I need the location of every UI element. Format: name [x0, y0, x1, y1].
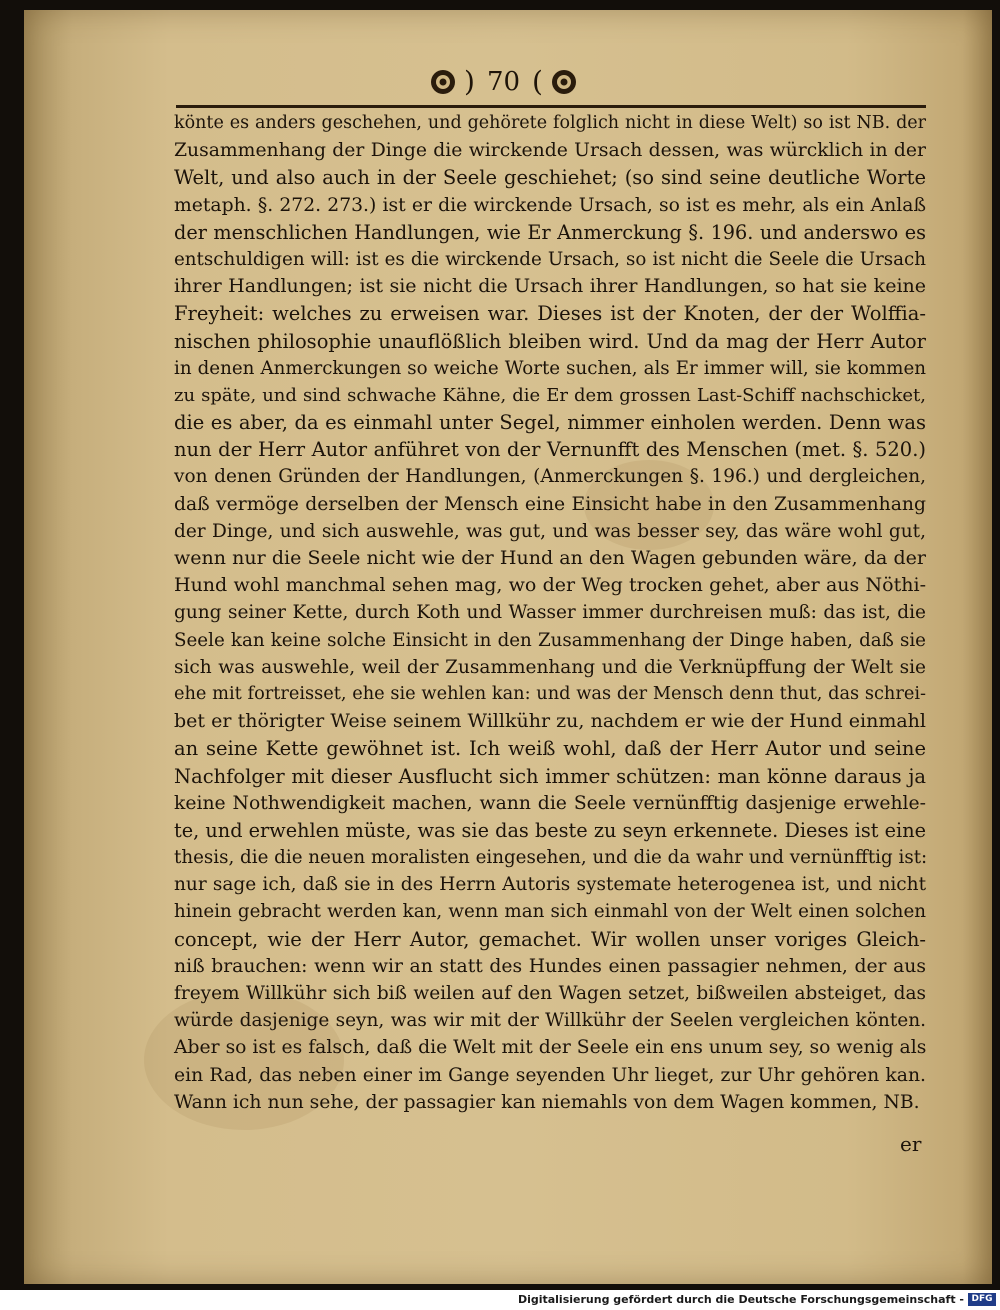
- text-line: der Dinge, und sich auswehle, was gut, und was besser sey, das wäre wohl gut,: [174, 520, 926, 542]
- page-number: 70: [486, 67, 521, 97]
- text-line: könte es anders geschehen, und gehörete folglich nicht in diese Welt) so ist NB. der: [174, 113, 926, 133]
- text-line: niß brauchen: wenn wir an statt des Hundes einen passagier nehmen, der aus: [174, 955, 926, 977]
- catchword: er: [900, 1132, 922, 1156]
- text-line: entschuldigen will: ist es die wirckende Ursach, so ist nicht die Seele die Ursach: [174, 248, 926, 270]
- page-header: [430, 60, 577, 104]
- text-line: gung seiner Kette, durch Koth und Wasser immer durchreisen muß: das ist, die: [174, 602, 926, 624]
- floral-ornament-icon: [551, 69, 577, 95]
- text-line: an seine Kette gewöhnet ist. Ich weiß wohl, daß der Herr Autor und seine: [174, 737, 926, 761]
- text-line: freyem Willkühr sich biß weilen auf den Wagen setzet, bißweilen absteiget, das: [174, 983, 926, 1004]
- text-line: Zusammenhang der Dinge die wirckende Ursach dessen, was würcklich in der: [174, 140, 926, 162]
- text-line: Wann ich nun sehe, der passagier kan niemahls von dem Wagen kommen, NB.: [174, 1091, 920, 1113]
- text-line: nischen philosophie unauflößlich bleiben wird. Und da mag der Herr Autor: [174, 329, 926, 353]
- text-line: sich was auswehle, weil der Zusammenhang und die Verknüpffung der Welt sie: [174, 656, 926, 678]
- footer-bar: [0, 1290, 1000, 1310]
- text-line: von denen Gründen der Handlungen, (Anmerckungen §. 196.) und dergleichen,: [174, 466, 926, 488]
- text-line: concept, wie der Herr Autor, gemachet. Wir wollen unser voriges Gleich-: [174, 927, 926, 951]
- text-line: Nachfolger mit dieser Ausflucht sich immer schützen: man könne daraus ja: [174, 764, 926, 788]
- text-line: in denen Anmerckungen so weiche Worte suchen, als Er immer will, sie kommen: [174, 357, 926, 379]
- text-line: die es aber, da es einmahl unter Segel, nimmer einholen werden. Denn was: [174, 411, 926, 435]
- text-line: ein Rad, das neben einer im Gange seyenden Uhr lieget, zur Uhr gehören kan.: [174, 1064, 926, 1086]
- body-text: [174, 110, 926, 1116]
- text-line: Welt, und also auch in der Seele geschiehet; (so sind seine deutliche Worte: [174, 166, 926, 190]
- text-line: daß vermöge derselben der Mensch eine Einsicht habe in den Zusammenhang: [174, 493, 926, 515]
- text-line: ehe mit fortreisset, ehe sie wehlen kan: und was der Mensch denn thut, das schrei-: [174, 683, 926, 704]
- text-line: würde dasjenige seyn, was wir mit der Willkühr der Seelen vergleichen könten.: [174, 1010, 926, 1032]
- text-line: der menschlichen Handlungen, wie Er Anmerckung §. 196. und anderswo es: [174, 220, 926, 244]
- text-line: zu späte, und sind schwache Kähne, die Er dem grossen Last-Schiff nachschicket,: [174, 384, 926, 406]
- text-line: Freyheit: welches zu erweisen war. Dieses ist der Knoten, der der Wolffia-: [174, 302, 926, 326]
- text-line: keine Nothwendigkeit machen, wann die Seele vernünfftig dasjenige erwehle-: [174, 792, 926, 814]
- text-line: te, und erwehlen müste, was sie das beste zu seyn erkennete. Dieses ist eine: [174, 818, 926, 842]
- dfg-logo: DFG: [968, 1293, 996, 1306]
- text-line: hinein gebracht werden kan, wenn man sich einmahl von der Welt einen solchen: [174, 901, 926, 923]
- text-line: ihrer Handlungen; ist sie nicht die Ursach ihrer Handlungen, so hat sie keine: [174, 275, 926, 298]
- header-rule: [176, 105, 926, 108]
- funding-credit: Digitalisierung gefördert durch die Deutsche Forschungsgemeinschaft -: [517, 1293, 964, 1306]
- text-line: wenn nur die Seele nicht wie der Hund an den Wagen gebunden wäre, da der: [174, 547, 926, 569]
- text-line: nun der Herr Autor anführet von der Vernunfft des Menschen (met. §. 520.): [174, 438, 926, 462]
- text-line: thesis, die die neuen moralisten eingesehen, und die da wahr und vernünfftig ist:: [174, 847, 928, 869]
- text-line: Hund wohl manchmal sehen mag, wo der Weg trocken gehet, aber aus Nöthi-: [174, 574, 926, 597]
- text-line: Seele kan keine solche Einsicht in den Zusammenhang der Dinge haben, daß sie: [174, 629, 926, 651]
- text-line: bet er thörigter Weise seinem Willkühr zu, nachdem er wie der Hund einmahl: [174, 710, 926, 733]
- close-paren: (: [532, 65, 543, 98]
- floral-ornament-icon: [430, 69, 456, 95]
- text-line: Aber so ist es falsch, daß die Welt mit der Seele ein ens unum sey, so wenig als: [174, 1037, 927, 1059]
- open-paren: ): [464, 65, 475, 98]
- text-line: metaph. §. 272. 273.) ist er die wirckende Ursach, so ist es mehr, als ein Anlaß: [174, 194, 926, 216]
- text-line: nur sage ich, daß sie in des Herrn Autoris systemate heterogenea ist, und nicht: [174, 874, 926, 896]
